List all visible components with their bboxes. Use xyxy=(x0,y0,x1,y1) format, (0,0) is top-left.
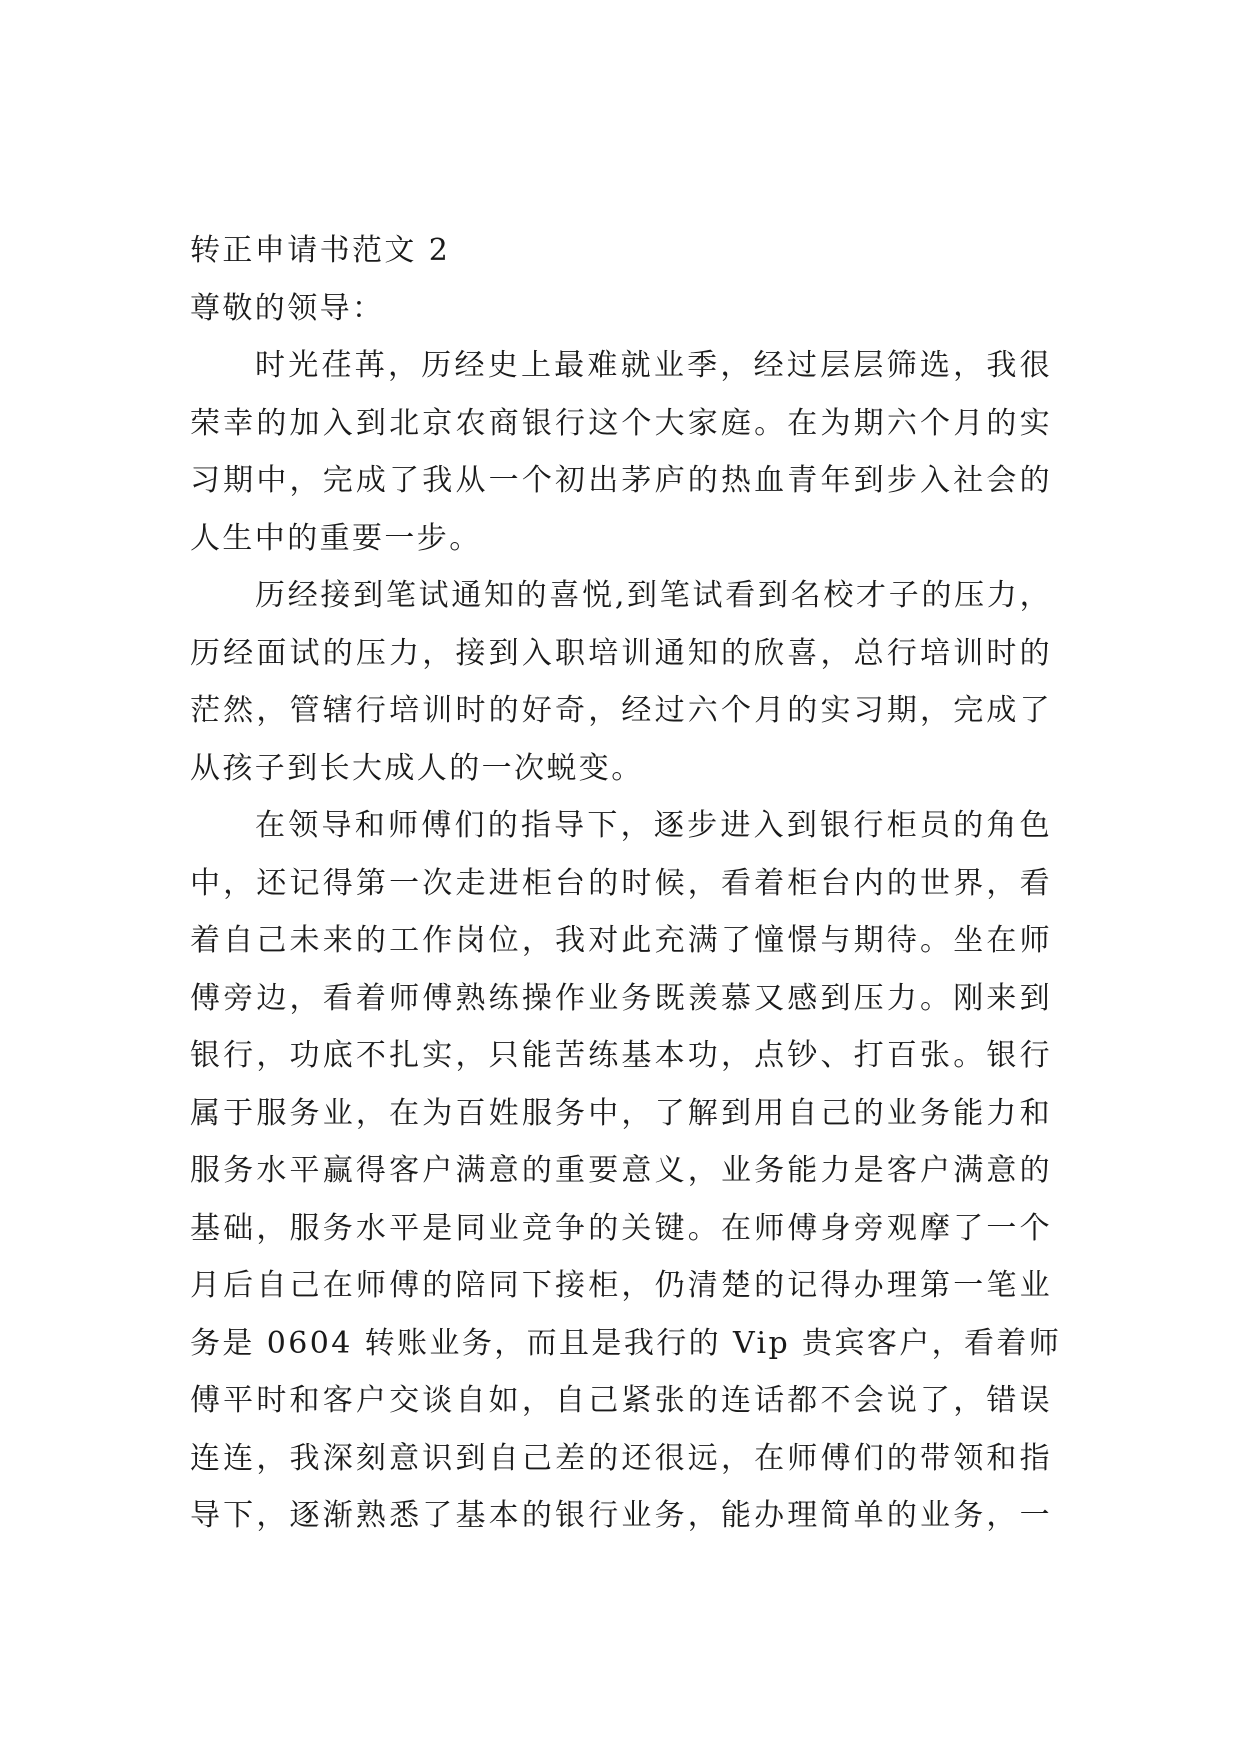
paragraph-line: 习期中，完成了我从一个初出茅庐的热血青年到步入社会的 xyxy=(190,463,1052,498)
paragraph-line: 中，还记得第一次走进柜台的时候，看着柜台内的世界，看 xyxy=(190,865,1052,901)
paragraph-line: 历经面试的压力，接到入职培训通知的欣喜，总行培训时的 xyxy=(190,635,1052,671)
paragraph-line: 属于服务业，在为百姓服务中，了解到用自己的业务能力和 xyxy=(190,1095,1052,1131)
document-body xyxy=(190,222,1062,1545)
paragraph-line: 傅旁边，看着师傅熟练操作业务既羡慕又感到压力。刚来到 xyxy=(190,980,1052,1016)
paragraph-line: 傅平时和客户交谈自如，自己紧张的连话都不会说了，错误 xyxy=(190,1383,1052,1418)
paragraph-line: 银行，功底不扎实，只能苦练基本功，点钞、打百张。银行 xyxy=(190,1038,1052,1073)
paragraph-line: 茫然，管辖行培训时的好奇，经过六个月的实习期，完成了 xyxy=(190,693,1052,728)
document-title: 转正申请书范文 2 xyxy=(190,233,451,268)
paragraph-line: 历经接到笔试通知的喜悦,到笔试看到名校才子的压力， xyxy=(255,578,1052,613)
paragraph-line: 从孩子到长大成人的一次蜕变。 xyxy=(190,750,644,786)
paragraph-line: 连连，我深刻意识到自己差的还很远，在师傅们的带领和指 xyxy=(190,1440,1052,1476)
paragraph-2 xyxy=(190,567,1052,797)
paragraph-line: 着自己未来的工作岗位，我对此充满了憧憬与期待。坐在师 xyxy=(190,923,1052,958)
paragraph-line: 务是 0604 转账业务，而且是我行的 Vip 贵宾客户，看着师 xyxy=(190,1325,1062,1361)
salutation: 尊敬的领导： xyxy=(190,290,385,326)
paragraph-1 xyxy=(190,337,1052,567)
paragraph-line: 时光荏苒，历经史上最难就业季，经过层层筛选，我很 xyxy=(255,348,1052,383)
paragraph-line: 服务水平赢得客户满意的重要意义，业务能力是客户满意的 xyxy=(190,1153,1052,1188)
paragraph-line: 基础，服务水平是同业竞争的关键。在师傅身旁观摩了一个 xyxy=(190,1210,1052,1246)
paragraph-3 xyxy=(190,797,1062,1545)
paragraph-line: 人生中的重要一步。 xyxy=(190,520,482,556)
paragraph-line: 在领导和师傅们的指导下，逐步进入到银行柜员的角色 xyxy=(255,808,1052,843)
paragraph-line: 月后自己在师傅的陪同下接柜，仍清楚的记得办理第一笔业 xyxy=(190,1268,1052,1303)
paragraph-line: 荣幸的加入到北京农商银行这个大家庭。在为期六个月的实 xyxy=(190,405,1052,441)
paragraph-line: 导下，逐渐熟悉了基本的银行业务，能办理简单的业务，一 xyxy=(190,1498,1052,1533)
